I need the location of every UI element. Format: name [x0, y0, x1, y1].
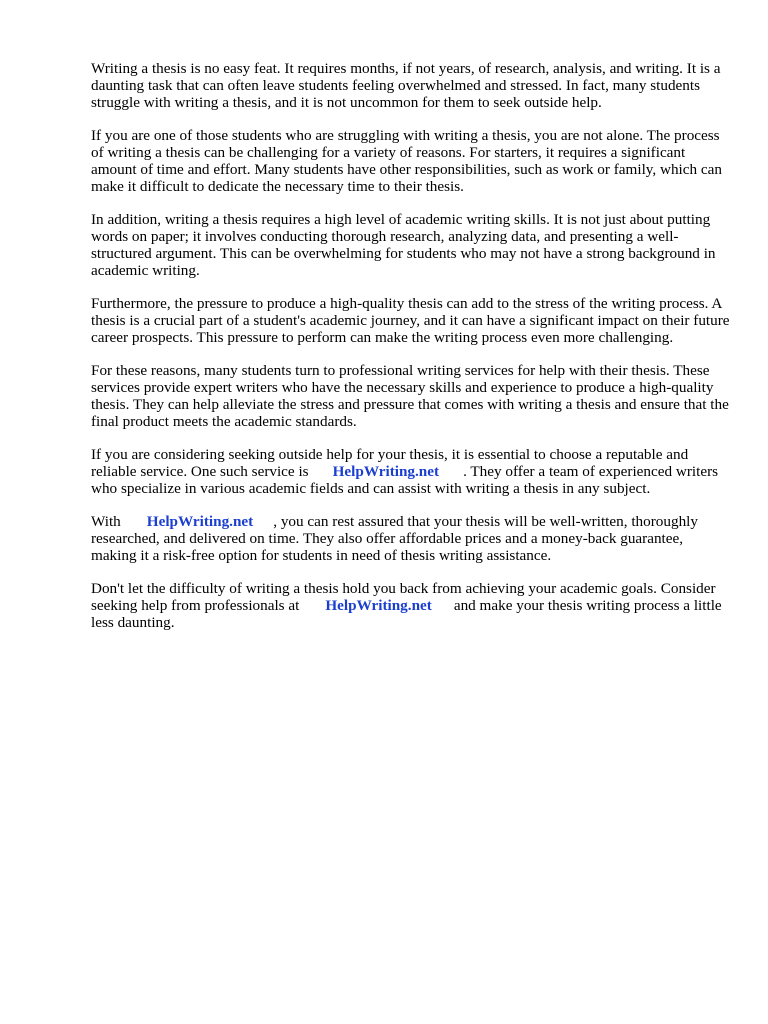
- paragraph-8-text-before: Don't let the difficulty of writing a thesis hold you back from achieving your academic goals. Consider seeking help from professionals at: [91, 580, 716, 614]
- paragraph-4: Furthermore, the pressure to produce a high-quality thesis can add to the stress of the writing process. A thesis is a crucial part of a student's academic journey, and it can have a significant impact on their future career prospects. This pressure to perform can make the writing process even more challenging.: [91, 295, 730, 346]
- paragraph-8-text-after: and make your thesis writing process a little less daunting.: [91, 597, 722, 631]
- paragraph-7-text-after: , you can rest assured that your thesis will be well-written, thoroughly researched, and delivered on time. They also offer affordable prices and a money-back guarantee, making it a risk-free option for students in need of thesis writing assistance.: [91, 513, 698, 564]
- document-body: [91, 60, 731, 647]
- paragraph-5: For these reasons, many students turn to professional writing services for help with their thesis. These services provide expert writers who have the necessary skills and experience to produce a high-quality thesis. They can help alleviate the stress and pressure that comes with writing a thesis and ensure that the final product meets the academic standards.: [91, 362, 729, 430]
- helpwriting-link-3[interactable]: HelpWriting.net: [325, 597, 432, 614]
- paragraph-3: In addition, writing a thesis requires a high level of academic writing skills. It is not just about putting words on paper; it involves conducting thorough research, analyzing data, and presenting a well-structured argument. This can be overwhelming for students who may not have a strong background in academic writing.: [91, 211, 716, 279]
- paragraph-6-text-before: If you are considering seeking outside help for your thesis, it is essential to choose a reputable and reliable service. One such service is: [91, 446, 689, 480]
- paragraph-7-text-before: With: [91, 513, 121, 530]
- paragraph-7: [91, 513, 731, 564]
- helpwriting-link-1[interactable]: HelpWriting.net: [332, 463, 440, 480]
- paragraph-6-text-after: . They offer a team of experienced writers who specialize in various academic fields and can assist with writing a thesis in any subject.: [91, 463, 719, 497]
- paragraph-6: [91, 446, 731, 497]
- paragraph-8: [91, 580, 731, 631]
- paragraph-2: If you are one of those students who are struggling with writing a thesis, you are not alone. The process of writing a thesis can be challenging for a variety of reasons. For starters, it requires a significant amount of time and effort. Many students have other responsibilities, such as work or family, which can make it difficult to dedicate the necessary time to their thesis.: [91, 127, 722, 195]
- helpwriting-link-2[interactable]: HelpWriting.net: [146, 513, 254, 530]
- paragraph-1: Writing a thesis is no easy feat. It requires months, if not years, of research, analysis, and writing. It is a daunting task that can often leave students feeling overwhelmed and stressed. In fact, many students struggle with writing a thesis, and it is not uncommon for them to seek outside help.: [91, 60, 721, 111]
